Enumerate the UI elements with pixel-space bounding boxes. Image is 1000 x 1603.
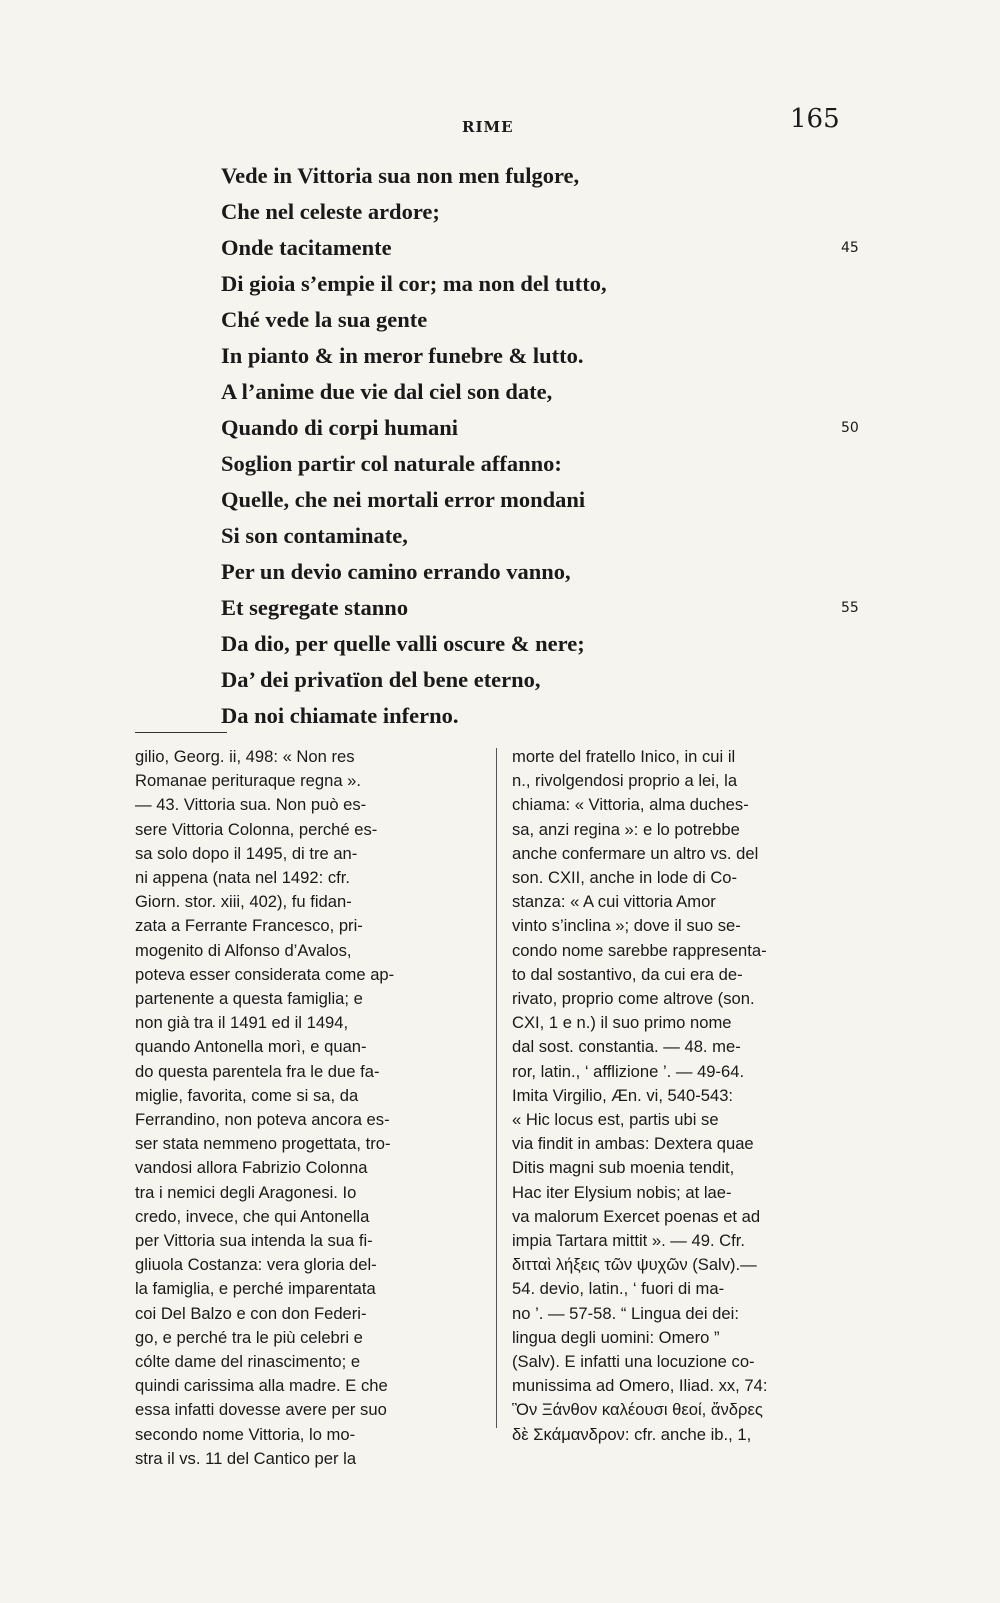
poem-line-text: Si son contaminate, [221, 523, 408, 548]
note-line: Imita Virgilio, Æn. vi, 540-543: [512, 1085, 734, 1105]
note-line: morte del fratello Inico, in cui il [512, 747, 736, 766]
column-divider [496, 748, 497, 1428]
note-line: « Hic locus est, partis ubi se [512, 1110, 719, 1130]
note-line: stanza: « A cui vittoria Amor [512, 892, 716, 912]
note-line: Ferrandino, non poteva ancora es- [135, 1110, 390, 1130]
poem-line [221, 302, 781, 338]
note-line: ser stata nemmeno progettata, tro- [135, 1134, 391, 1154]
line-number: 55 [841, 600, 859, 616]
page-number: 165 [790, 104, 840, 134]
line-number: 45 [841, 240, 859, 256]
note-line: munissima ad Omero, Iliad. xx, 74: [512, 1376, 768, 1396]
note-line: Ὃν Ξάνθον καλέουσι θεοί, ἄνδρες [512, 1400, 763, 1420]
poem-line [221, 374, 781, 410]
note-line: quindi carissima alla madre. E che [135, 1376, 388, 1396]
poem-line [221, 482, 781, 518]
poem-line-text: Da noi chiamate inferno. [221, 703, 459, 728]
note-line: — 43. Vittoria sua. Non può es- [135, 795, 367, 815]
footnote-rule [135, 732, 227, 733]
poem-line-text: In pianto & in meror funebre & lutto. [221, 343, 584, 368]
note-line: gilio, Georg. ii, 498: « Non res [135, 747, 355, 766]
poem-line-text: Da’ dei privatïon del bene eterno, [221, 667, 541, 692]
note-line: sa, anzi regina »: e lo potrebbe [512, 819, 740, 839]
poem-line [221, 698, 781, 734]
note-line: credo, invece, che qui Antonella [135, 1206, 370, 1226]
note-line: via findit in ambas: Dextera quae [512, 1134, 754, 1154]
note-line: partenente a questa famiglia; e [135, 989, 363, 1009]
note-line: anche confermare un altro vs. del [512, 843, 759, 863]
note-line: cólte dame del rinascimento; e [135, 1352, 361, 1372]
note-line: zata a Ferrante Francesco, pri- [135, 916, 363, 936]
note-line: coi Del Balzo e con don Federi- [135, 1303, 367, 1323]
poem-line [221, 338, 781, 374]
note-line: sa solo dopo il 1495, di tre an- [135, 843, 358, 863]
note-line: vinto s’inclina »; dove il suo se- [512, 916, 741, 936]
poem-line-text: Quando di corpi humani [221, 415, 458, 440]
note-line: CXI, 1 e n.) il suo primo nome [512, 1013, 732, 1033]
note-line: n., rivolgendosi proprio a lei, la [512, 771, 738, 791]
note-line: tra i nemici degli Aragonesi. Io [135, 1182, 357, 1202]
poem-line [221, 590, 859, 626]
note-line: δὲ Σκάμανδρον: cfr. anche ib., 1, [512, 1424, 752, 1444]
poem-line [221, 410, 859, 446]
poem-text [221, 158, 859, 734]
note-line: son. CXII, anche in lode di Co- [512, 868, 738, 888]
note-line: διτταὶ λήξεις τῶν ψυχῶν (Salv).— [512, 1255, 757, 1275]
poem-line [221, 230, 859, 266]
poem-line [221, 266, 781, 302]
note-line: non già tra il 1491 ed il 1494, [135, 1013, 349, 1033]
note-line: impia Tartara mittit ». — 49. Cfr. [512, 1231, 746, 1251]
note-line: Hac iter Elysium nobis; at lae- [512, 1182, 732, 1202]
poem-line [221, 194, 781, 230]
note-line: gliuola Costanza: vera gloria del- [135, 1255, 377, 1275]
running-head: RIME [462, 118, 514, 136]
poem-line [221, 158, 781, 194]
line-number: 50 [841, 420, 859, 436]
note-line: no ’. — 57-58. “ Lingua dei dei: [512, 1303, 739, 1323]
note-line: ni appena (nata nel 1492: cfr. [135, 868, 350, 888]
note-line: ror, latin., ‘ afflizione ’. — 49-64. [512, 1061, 745, 1081]
note-line: va malorum Exercet poenas et ad [512, 1206, 761, 1226]
note-line: essa infatti dovesse avere per suo [135, 1400, 387, 1420]
poem-line [221, 446, 781, 482]
note-line: vandosi allora Fabrizio Colonna [135, 1158, 368, 1178]
poem-line [221, 626, 781, 662]
note-line: Giorn. stor. xiii, 402), fu fidan- [135, 892, 352, 912]
note-line: chiama: « Vittoria, alma duches- [512, 795, 749, 815]
poem-line-text: A l’anime due vie dal ciel son date, [221, 379, 553, 404]
note-line: miglie, favorita, come si sa, da [135, 1085, 359, 1105]
poem-line [221, 554, 781, 590]
poem-line-text: Et segregate stanno [221, 595, 409, 620]
commentary-left-column [135, 745, 480, 1471]
note-line: dal sost. constantia. — 48. me- [512, 1037, 741, 1057]
note-line: rivato, proprio come altrove (son. [512, 989, 755, 1009]
note-line: Romanae perituraque regna ». [135, 771, 362, 791]
note-line: to dal sostantivo, da cui era de- [512, 964, 743, 984]
commentary-right-column [512, 745, 864, 1447]
poem-line [221, 662, 781, 698]
note-line: go, e perché tra le più celebri e [135, 1327, 363, 1347]
note-line: la famiglia, e perché imparentata [135, 1279, 376, 1299]
poem-line-text: Soglion partir col naturale affanno: [221, 451, 562, 476]
note-line: Ditis magni sub moenia tendit, [512, 1158, 735, 1178]
note-line: 54. devio, latin., ‘ fuori di ma- [512, 1279, 725, 1299]
note-line: stra il vs. 11 del Cantico per la [135, 1448, 357, 1468]
poem-line [221, 518, 781, 554]
note-line: per Vittoria sua intenda la sua fi- [135, 1231, 373, 1251]
poem-line-text: Di gioia s’empie il cor; ma non del tutto, [221, 271, 607, 296]
poem-line-text: Quelle, che nei mortali error mondani [221, 487, 586, 512]
poem-line-text: Onde tacitamente [221, 235, 392, 260]
note-line: do questa parentela fra le due fa- [135, 1061, 380, 1081]
poem-line-text: Per un devio camino errando vanno, [221, 559, 571, 584]
note-line: condo nome sarebbe rappresenta- [512, 940, 767, 960]
poem-line-text: Ché vede la sua gente [221, 307, 428, 332]
note-line: poteva esser considerata come ap- [135, 964, 395, 984]
note-line: (Salv). E infatti una locuzione co- [512, 1352, 755, 1372]
note-line: sere Vittoria Colonna, perché es- [135, 819, 378, 839]
poem-line-text: Da dio, per quelle valli oscure & nere; [221, 631, 585, 656]
poem-line-text: Vede in Vittoria sua non men fulgore, [221, 163, 580, 188]
note-line: mogenito di Alfonso d’Avalos, [135, 940, 352, 960]
note-line: secondo nome Vittoria, lo mo- [135, 1424, 356, 1444]
note-line: quando Antonella morì, e quan- [135, 1037, 367, 1057]
note-line: lingua degli uomini: Omero ” [512, 1327, 720, 1347]
poem-line-text: Che nel celeste ardore; [221, 199, 440, 224]
